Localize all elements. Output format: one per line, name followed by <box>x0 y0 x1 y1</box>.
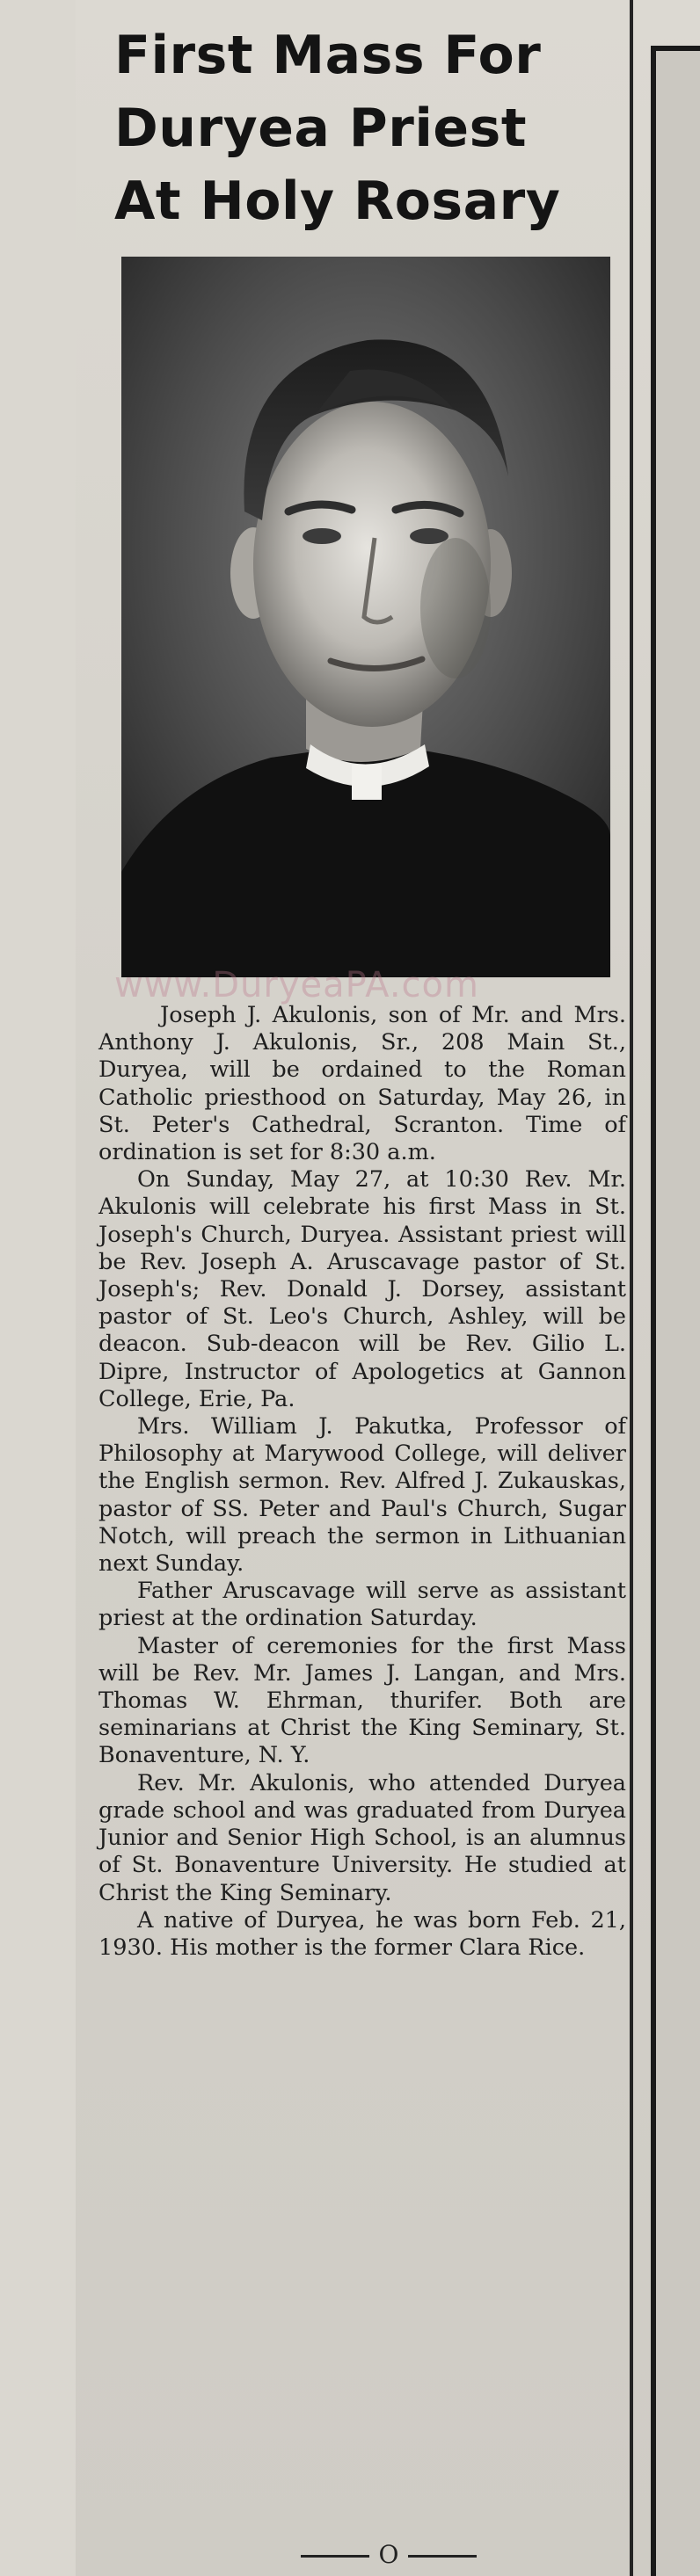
article-paragraph-7: A native of Duryea, he was born Feb. 21, 1930. His mother is the former Clara Rice. <box>98 1906 626 1961</box>
portrait-photo <box>121 257 610 977</box>
adjacent-column-edge <box>656 51 700 2576</box>
headline <box>114 19 624 238</box>
end-of-article-mark <box>301 2540 477 2570</box>
article-paragraph-5: Master of ceremonies for the first Mass will be Rev. Mr. James J. Langan, and Mrs. Thomas W. Ehrman, thurifer. Both are seminarians at Christ the King Seminary, St. Bonaventure, N. Y. <box>98 1632 626 1769</box>
article-paragraph-1: Joseph J. Akulonis, son of Mr. and Mrs. Anthony J. Akulonis, Sr., 208 Main St., Duryea, will be ordained to the Roman Catholic priesthood on Saturday, May 26, in St. Peter's Cathedral, Scranton. Time of ordination is set for 8:30 a.m. <box>98 1002 626 1166</box>
article-paragraph-3: Mrs. William J. Pakutka, Professor of Philosophy at Marywood College, will deliver the English sermon. Rev. Alfred J. Zukauskas, pastor of SS. Peter and Paul's Church, Sugar Notch, will preach the sermon in Lithuanian next Sunday. <box>98 1413 626 1578</box>
end-mark: O <box>378 2540 399 2569</box>
article-body <box>98 1002 626 1962</box>
headline-line-1: First Mass For <box>114 25 542 86</box>
portrait-photo-icon <box>121 257 610 977</box>
end-rule-right <box>408 2555 477 2558</box>
article-paragraph-4: Father Aruscavage will serve as assistant priest at the ordination Saturday. <box>98 1578 626 1632</box>
left-margin <box>0 0 76 2576</box>
headline-line-2: Duryea Priest <box>114 98 528 159</box>
headline-line-3: At Holy Rosary <box>114 171 561 232</box>
article-paragraph-6: Rev. Mr. Akulonis, who attended Duryea grade school and was graduated from Duryea Junior and Senior High School, is an alumnus of St. Bonaventure University. He studied at Christ the King Seminary. <box>98 1769 626 1906</box>
column-rule <box>630 0 633 2576</box>
watermark-text: www.DuryeaPA.com <box>114 965 479 1005</box>
article-paragraph-2: On Sunday, May 27, at 10:30 Rev. Mr. Akulonis will celebrate his first Mass in St. Joseph's Church, Duryea. Assistant priest will be Rev. Joseph A. Aruscavage pastor of St. Joseph's; Rev. Donald J. Dorsey, assistant pastor of St. Leo's Church, Ashley, will be deacon. Sub-deacon will be Rev. Gilio L. Dipre, Instructor of Apologetics at Gannon College, Erie, Pa. <box>98 1166 626 1412</box>
article-column <box>76 0 626 2576</box>
end-rule-left <box>301 2555 369 2558</box>
